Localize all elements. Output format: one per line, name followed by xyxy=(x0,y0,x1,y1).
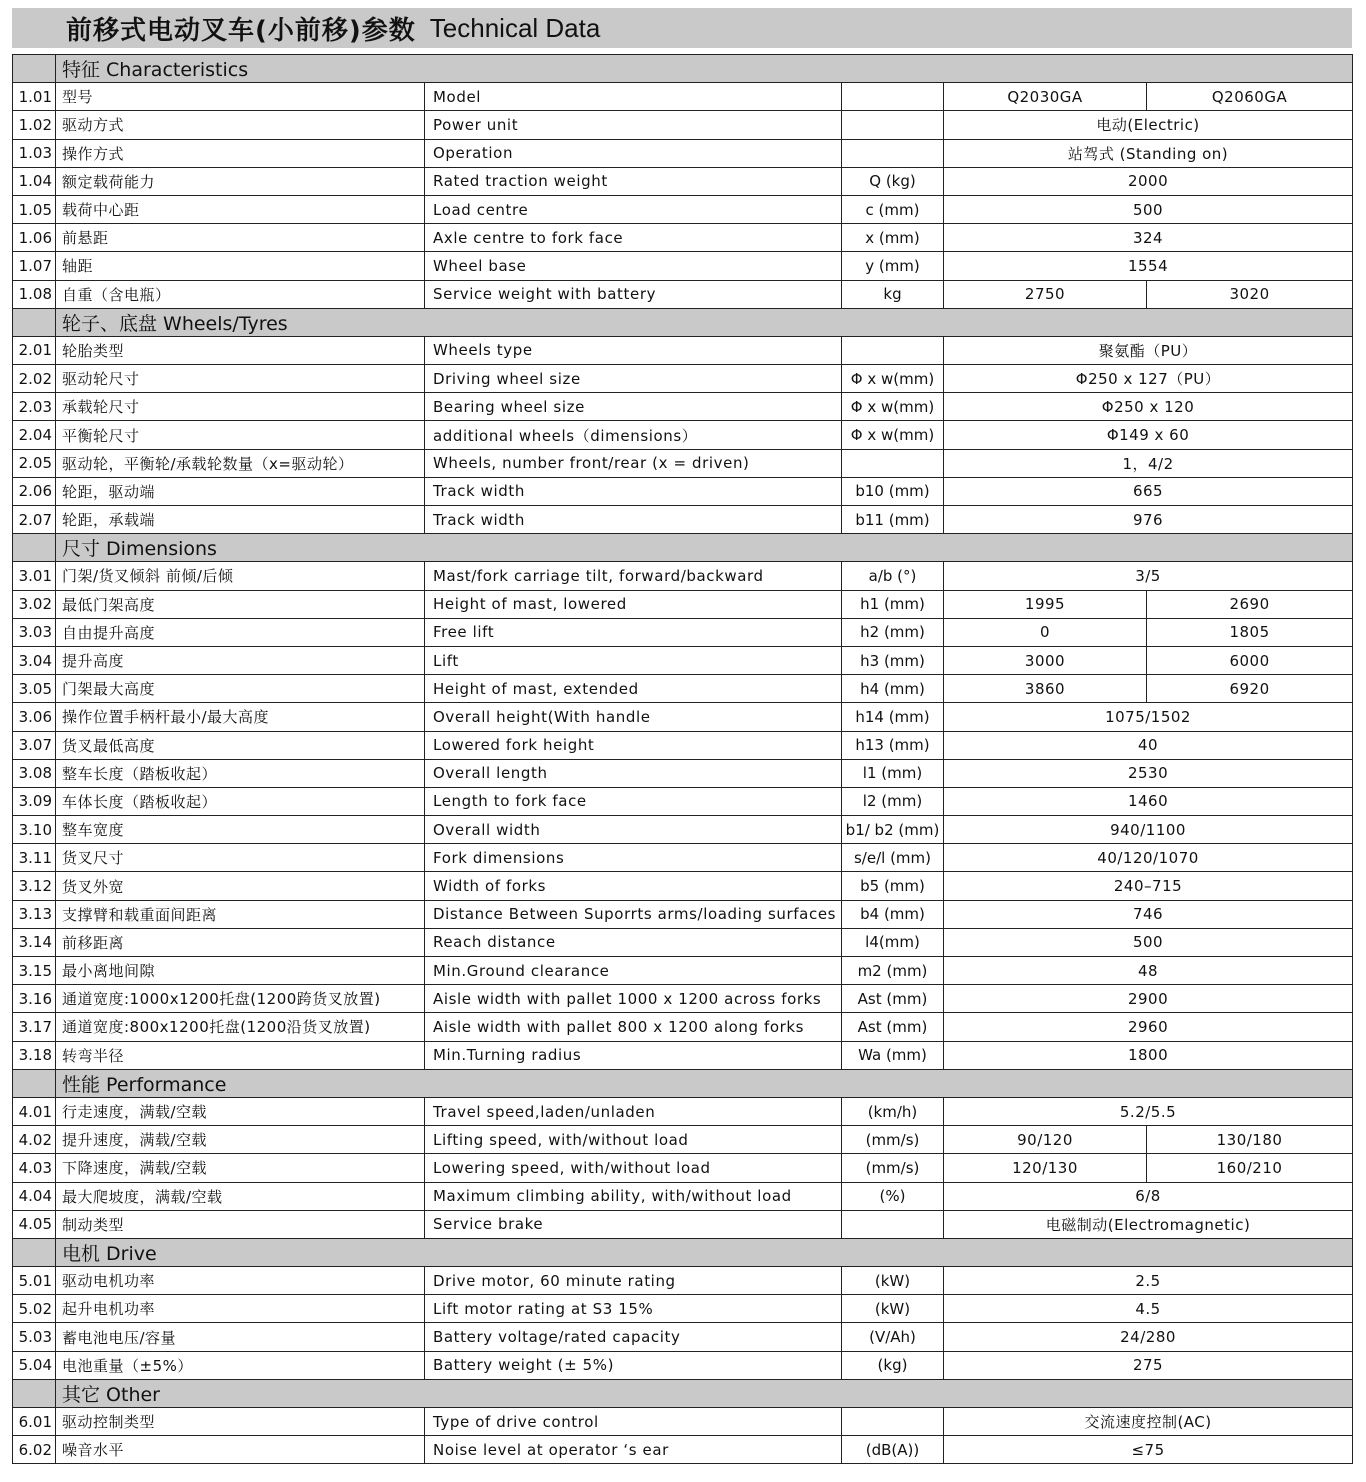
unit-cell xyxy=(842,336,944,364)
value-shared: 聚氨酯（PU） xyxy=(944,336,1353,364)
english-label: Travel speed,laden/unladen xyxy=(425,1097,842,1125)
spec-row xyxy=(13,1041,1353,1069)
chinese-label: 整车长度（踏板收起） xyxy=(56,759,425,787)
value-shared: Φ250 x 127（PU） xyxy=(944,365,1353,393)
value-model-1: 90/120 xyxy=(944,1126,1147,1154)
spec-row xyxy=(13,224,1353,252)
unit-cell: l4(mm) xyxy=(842,928,944,956)
row-number: 3.10 xyxy=(13,816,56,844)
english-label: Track width xyxy=(425,506,842,534)
title-bar xyxy=(12,8,1352,48)
value-model-1: 3860 xyxy=(944,675,1147,703)
row-number: 2.05 xyxy=(13,449,56,477)
row-number: 1.05 xyxy=(13,195,56,223)
value-shared: 2900 xyxy=(944,985,1353,1013)
chinese-label: 支撑臂和载重面间距离 xyxy=(56,900,425,928)
value-shared: 746 xyxy=(944,900,1353,928)
english-label: Overall height(With handle xyxy=(425,703,842,731)
english-label: Rated traction weight xyxy=(425,167,842,195)
english-label: Type of drive control xyxy=(425,1408,842,1436)
section-header-row xyxy=(13,1238,1353,1266)
spec-row xyxy=(13,759,1353,787)
english-label: Bearing wheel size xyxy=(425,393,842,421)
chinese-label: 通道宽度:800x1200托盘(1200沿货叉放置) xyxy=(56,1013,425,1041)
english-label: Wheels type xyxy=(425,336,842,364)
spec-row xyxy=(13,1097,1353,1125)
spec-row xyxy=(13,1323,1353,1351)
row-number: 1.08 xyxy=(13,280,56,308)
english-label: Operation xyxy=(425,139,842,167)
row-number: 3.11 xyxy=(13,844,56,872)
row-number: 2.01 xyxy=(13,336,56,364)
english-label: Free lift xyxy=(425,618,842,646)
unit-cell: m2 (mm) xyxy=(842,957,944,985)
unit-cell: h2 (mm) xyxy=(842,618,944,646)
spec-row xyxy=(13,477,1353,505)
row-number: 6.02 xyxy=(13,1436,56,1464)
section-spacer-cell xyxy=(13,1238,56,1266)
row-number: 1.02 xyxy=(13,111,56,139)
chinese-label: 驱动轮，平衡轮/承载轮数量（x=驱动轮） xyxy=(56,449,425,477)
value-shared: 24/280 xyxy=(944,1323,1353,1351)
unit-cell: b4 (mm) xyxy=(842,900,944,928)
row-number: 4.01 xyxy=(13,1097,56,1125)
english-label: Noise level at operator ‘s ear xyxy=(425,1436,842,1464)
row-number: 5.01 xyxy=(13,1267,56,1295)
spec-row xyxy=(13,562,1353,590)
unit-cell: l2 (mm) xyxy=(842,787,944,815)
english-label: Service brake xyxy=(425,1210,842,1238)
chinese-label: 驱动控制类型 xyxy=(56,1408,425,1436)
chinese-label: 驱动轮尺寸 xyxy=(56,365,425,393)
english-label: Mast/fork carriage tilt, forward/backward xyxy=(425,562,842,590)
value-model-2: 6920 xyxy=(1147,675,1353,703)
chinese-label: 提升高度 xyxy=(56,646,425,674)
unit-cell: Q (kg) xyxy=(842,167,944,195)
unit-cell xyxy=(842,83,944,111)
spec-row xyxy=(13,167,1353,195)
value-model-2: 3020 xyxy=(1147,280,1353,308)
value-shared: 3/5 xyxy=(944,562,1353,590)
chinese-label: 型号 xyxy=(56,83,425,111)
section-spacer-cell xyxy=(13,534,56,562)
english-label: Battery weight (± 5%) xyxy=(425,1351,842,1379)
row-number: 2.04 xyxy=(13,421,56,449)
chinese-label: 车体长度（踏板收起） xyxy=(56,787,425,815)
spec-row xyxy=(13,449,1353,477)
row-number: 1.04 xyxy=(13,167,56,195)
spec-row xyxy=(13,393,1353,421)
row-number: 3.16 xyxy=(13,985,56,1013)
row-number: 2.02 xyxy=(13,365,56,393)
english-label: additional wheels（dimensions） xyxy=(425,421,842,449)
spec-row xyxy=(13,1154,1353,1182)
unit-cell: b11 (mm) xyxy=(842,506,944,534)
unit-cell: (kW) xyxy=(842,1267,944,1295)
unit-cell: b5 (mm) xyxy=(842,872,944,900)
spec-row xyxy=(13,252,1353,280)
unit-cell: y (mm) xyxy=(842,252,944,280)
value-shared: 交流速度控制(AC) xyxy=(944,1408,1353,1436)
spec-row xyxy=(13,421,1353,449)
value-shared: 500 xyxy=(944,928,1353,956)
english-label: Overall length xyxy=(425,759,842,787)
value-shared: 665 xyxy=(944,477,1353,505)
row-number: 3.06 xyxy=(13,703,56,731)
english-label: Reach distance xyxy=(425,928,842,956)
section-title: 性能 Performance xyxy=(56,1069,1353,1097)
unit-cell: h13 (mm) xyxy=(842,731,944,759)
row-number: 1.01 xyxy=(13,83,56,111)
value-model-2: 6000 xyxy=(1147,646,1353,674)
unit-cell: Φ x w(mm) xyxy=(842,421,944,449)
spec-row xyxy=(13,111,1353,139)
chinese-label: 货叉最低高度 xyxy=(56,731,425,759)
chinese-label: 额定载荷能力 xyxy=(56,167,425,195)
value-shared: 48 xyxy=(944,957,1353,985)
english-label: Load centre xyxy=(425,195,842,223)
unit-cell: (km/h) xyxy=(842,1097,944,1125)
chinese-label: 最低门架高度 xyxy=(56,590,425,618)
section-spacer-cell xyxy=(13,308,56,336)
unit-cell: c (mm) xyxy=(842,195,944,223)
chinese-label: 前悬距 xyxy=(56,224,425,252)
section-spacer-cell xyxy=(13,1379,56,1407)
chinese-label: 操作方式 xyxy=(56,139,425,167)
unit-cell: s/e/l (mm) xyxy=(842,844,944,872)
value-shared: 1460 xyxy=(944,787,1353,815)
spec-row xyxy=(13,618,1353,646)
section-title: 尺寸 Dimensions xyxy=(56,534,1353,562)
value-shared: 1，4/2 xyxy=(944,449,1353,477)
chinese-label: 轮距，驱动端 xyxy=(56,477,425,505)
unit-cell xyxy=(842,449,944,477)
unit-cell xyxy=(842,1408,944,1436)
chinese-label: 电池重量（±5%） xyxy=(56,1351,425,1379)
row-number: 4.03 xyxy=(13,1154,56,1182)
spec-row xyxy=(13,195,1353,223)
chinese-label: 自由提升高度 xyxy=(56,618,425,646)
unit-cell: a/b (°) xyxy=(842,562,944,590)
unit-cell xyxy=(842,111,944,139)
section-title: 轮子、底盘 Wheels/Tyres xyxy=(56,308,1353,336)
chinese-label: 载荷中心距 xyxy=(56,195,425,223)
unit-cell: Ast (mm) xyxy=(842,1013,944,1041)
english-label: Battery voltage/rated capacity xyxy=(425,1323,842,1351)
spec-row xyxy=(13,1267,1353,1295)
spec-row xyxy=(13,1210,1353,1238)
unit-cell: (mm/s) xyxy=(842,1126,944,1154)
unit-cell: (kW) xyxy=(842,1295,944,1323)
spec-row xyxy=(13,590,1353,618)
unit-cell: (%) xyxy=(842,1182,944,1210)
value-shared: 2000 xyxy=(944,167,1353,195)
row-number: 3.02 xyxy=(13,590,56,618)
value-shared: 6/8 xyxy=(944,1182,1353,1210)
unit-cell: h14 (mm) xyxy=(842,703,944,731)
row-number: 2.03 xyxy=(13,393,56,421)
spec-row xyxy=(13,1351,1353,1379)
chinese-label: 通道宽度:1000x1200托盘(1200跨货叉放置) xyxy=(56,985,425,1013)
spec-row xyxy=(13,816,1353,844)
row-number: 3.01 xyxy=(13,562,56,590)
chinese-label: 门架/货叉倾斜 前倾/后倾 xyxy=(56,562,425,590)
spec-row xyxy=(13,787,1353,815)
english-label: Lifting speed, with/without load xyxy=(425,1126,842,1154)
english-label: Power unit xyxy=(425,111,842,139)
spec-row xyxy=(13,731,1353,759)
unit-cell: h4 (mm) xyxy=(842,675,944,703)
section-header-row xyxy=(13,308,1353,336)
value-model-1: 120/130 xyxy=(944,1154,1147,1182)
english-label: Length to fork face xyxy=(425,787,842,815)
value-shared: 4.5 xyxy=(944,1295,1353,1323)
spec-row xyxy=(13,928,1353,956)
spec-row xyxy=(13,675,1353,703)
title-chinese: 前移式电动叉车(小前移)参数 xyxy=(66,15,416,46)
english-label: Distance Between Suporrts arms/loading surfaces xyxy=(425,900,842,928)
spec-row xyxy=(13,1408,1353,1436)
spec-row xyxy=(13,1295,1353,1323)
value-shared: 500 xyxy=(944,195,1353,223)
unit-cell: (dB(A)) xyxy=(842,1436,944,1464)
value-shared: 976 xyxy=(944,506,1353,534)
row-number: 3.14 xyxy=(13,928,56,956)
english-label: Height of mast, lowered xyxy=(425,590,842,618)
unit-cell: Ast (mm) xyxy=(842,985,944,1013)
value-shared: 站驾式 (Standing on) xyxy=(944,139,1353,167)
english-label: Overall width xyxy=(425,816,842,844)
english-label: Aisle width with pallet 800 x 1200 along forks xyxy=(425,1013,842,1041)
spec-row xyxy=(13,872,1353,900)
chinese-label: 操作位置手柄杆最小/最大高度 xyxy=(56,703,425,731)
chinese-label: 前移距离 xyxy=(56,928,425,956)
unit-cell: h3 (mm) xyxy=(842,646,944,674)
value-model-2: 160/210 xyxy=(1147,1154,1353,1182)
spec-row xyxy=(13,336,1353,364)
unit-cell: Φ x w(mm) xyxy=(842,393,944,421)
chinese-label: 平衡轮尺寸 xyxy=(56,421,425,449)
row-number: 4.02 xyxy=(13,1126,56,1154)
english-label: Service weight with battery xyxy=(425,280,842,308)
row-number: 1.06 xyxy=(13,224,56,252)
chinese-label: 驱动电机功率 xyxy=(56,1267,425,1295)
chinese-label: 整车宽度 xyxy=(56,816,425,844)
chinese-label: 最大爬坡度，满载/空载 xyxy=(56,1182,425,1210)
row-number: 4.05 xyxy=(13,1210,56,1238)
chinese-label: 制动类型 xyxy=(56,1210,425,1238)
value-shared: 电磁制动(Electromagnetic) xyxy=(944,1210,1353,1238)
row-number: 3.05 xyxy=(13,675,56,703)
chinese-label: 转弯半径 xyxy=(56,1041,425,1069)
value-model-2: 1805 xyxy=(1147,618,1353,646)
english-label: Min.Ground clearance xyxy=(425,957,842,985)
chinese-label: 货叉外宽 xyxy=(56,872,425,900)
row-number: 5.02 xyxy=(13,1295,56,1323)
unit-cell: h1 (mm) xyxy=(842,590,944,618)
chinese-label: 噪音水平 xyxy=(56,1436,425,1464)
spec-row xyxy=(13,139,1353,167)
unit-cell: b10 (mm) xyxy=(842,477,944,505)
english-label: Track width xyxy=(425,477,842,505)
value-shared: 40 xyxy=(944,731,1353,759)
english-label: Lowered fork height xyxy=(425,731,842,759)
english-label: Model xyxy=(425,83,842,111)
english-label: Fork dimensions xyxy=(425,844,842,872)
value-shared: 2530 xyxy=(944,759,1353,787)
chinese-label: 承载轮尺寸 xyxy=(56,393,425,421)
unit-cell: kg xyxy=(842,280,944,308)
chinese-label: 最小离地间隙 xyxy=(56,957,425,985)
unit-cell: (V/Ah) xyxy=(842,1323,944,1351)
row-number: 5.03 xyxy=(13,1323,56,1351)
row-number: 3.08 xyxy=(13,759,56,787)
chinese-label: 货叉尺寸 xyxy=(56,844,425,872)
english-label: Wheel base xyxy=(425,252,842,280)
chinese-label: 轮距，承载端 xyxy=(56,506,425,534)
section-title: 其它 Other xyxy=(56,1379,1353,1407)
chinese-label: 门架最大高度 xyxy=(56,675,425,703)
row-number: 3.15 xyxy=(13,957,56,985)
row-number: 1.03 xyxy=(13,139,56,167)
value-shared: 2960 xyxy=(944,1013,1353,1041)
english-label: Aisle width with pallet 1000 x 1200 across forks xyxy=(425,985,842,1013)
value-model-2: Q2060GA xyxy=(1147,83,1353,111)
spec-row xyxy=(13,1126,1353,1154)
spec-table-body xyxy=(13,55,1353,1464)
chinese-label: 自重（含电瓶） xyxy=(56,280,425,308)
spec-row xyxy=(13,900,1353,928)
unit-cell xyxy=(842,139,944,167)
section-spacer-cell xyxy=(13,55,56,83)
value-model-1: 3000 xyxy=(944,646,1147,674)
spec-row xyxy=(13,365,1353,393)
english-label: Lift xyxy=(425,646,842,674)
row-number: 5.04 xyxy=(13,1351,56,1379)
spec-row xyxy=(13,985,1353,1013)
english-label: Height of mast, extended xyxy=(425,675,842,703)
english-label: Drive motor, 60 minute rating xyxy=(425,1267,842,1295)
section-header-row xyxy=(13,534,1353,562)
row-number: 3.09 xyxy=(13,787,56,815)
section-header-row xyxy=(13,1069,1353,1097)
english-label: Min.Turning radius xyxy=(425,1041,842,1069)
spec-row xyxy=(13,1182,1353,1210)
section-header-row xyxy=(13,55,1353,83)
title-english: Technical Data xyxy=(429,12,601,43)
english-label: Wheels, number front/rear (x = driven) xyxy=(425,449,842,477)
english-label: Lowering speed, with/without load xyxy=(425,1154,842,1182)
value-shared: 2.5 xyxy=(944,1267,1353,1295)
english-label: Driving wheel size xyxy=(425,365,842,393)
value-shared: 940/1100 xyxy=(944,816,1353,844)
row-number: 3.03 xyxy=(13,618,56,646)
row-number: 6.01 xyxy=(13,1408,56,1436)
unit-cell: b1/ b2 (mm) xyxy=(842,816,944,844)
section-title: 电机 Drive xyxy=(56,1238,1353,1266)
spec-row xyxy=(13,957,1353,985)
chinese-label: 轴距 xyxy=(56,252,425,280)
spec-table xyxy=(12,54,1353,1464)
row-number: 2.06 xyxy=(13,477,56,505)
value-shared: 5.2/5.5 xyxy=(944,1097,1353,1125)
value-shared: 电动(Electric) xyxy=(944,111,1353,139)
section-header-row xyxy=(13,1379,1353,1407)
unit-cell: Φ x w(mm) xyxy=(842,365,944,393)
value-model-2: 130/180 xyxy=(1147,1126,1353,1154)
section-title: 特征 Characteristics xyxy=(56,55,1353,83)
section-spacer-cell xyxy=(13,1069,56,1097)
row-number: 3.18 xyxy=(13,1041,56,1069)
row-number: 3.12 xyxy=(13,872,56,900)
chinese-label: 驱动方式 xyxy=(56,111,425,139)
value-model-1: 1995 xyxy=(944,590,1147,618)
value-shared: 1554 xyxy=(944,252,1353,280)
chinese-label: 提升速度，满载/空载 xyxy=(56,1126,425,1154)
value-model-2: 2690 xyxy=(1147,590,1353,618)
value-shared: ≤75 xyxy=(944,1436,1353,1464)
spec-row xyxy=(13,83,1353,111)
value-shared: Φ250 x 120 xyxy=(944,393,1353,421)
value-shared: 1800 xyxy=(944,1041,1353,1069)
chinese-label: 轮胎类型 xyxy=(56,336,425,364)
unit-cell: l1 (mm) xyxy=(842,759,944,787)
row-number: 4.04 xyxy=(13,1182,56,1210)
spec-row xyxy=(13,506,1353,534)
chinese-label: 蓄电池电压/容量 xyxy=(56,1323,425,1351)
chinese-label: 下降速度，满载/空载 xyxy=(56,1154,425,1182)
value-model-1: 0 xyxy=(944,618,1147,646)
row-number: 1.07 xyxy=(13,252,56,280)
value-shared: 240–715 xyxy=(944,872,1353,900)
english-label: Axle centre to fork face xyxy=(425,224,842,252)
spec-row xyxy=(13,844,1353,872)
chinese-label: 起升电机功率 xyxy=(56,1295,425,1323)
row-number: 3.13 xyxy=(13,900,56,928)
spec-row xyxy=(13,1013,1353,1041)
english-label: Width of forks xyxy=(425,872,842,900)
spec-row xyxy=(13,280,1353,308)
value-shared: 1075/1502 xyxy=(944,703,1353,731)
value-shared: 275 xyxy=(944,1351,1353,1379)
unit-cell: x (mm) xyxy=(842,224,944,252)
chinese-label: 行走速度，满载/空载 xyxy=(56,1097,425,1125)
value-model-1: Q2030GA xyxy=(944,83,1147,111)
row-number: 3.17 xyxy=(13,1013,56,1041)
value-shared: 40/120/1070 xyxy=(944,844,1353,872)
row-number: 3.04 xyxy=(13,646,56,674)
spec-row xyxy=(13,646,1353,674)
spec-row xyxy=(13,703,1353,731)
unit-cell: Wa (mm) xyxy=(842,1041,944,1069)
english-label: Lift motor rating at S3 15% xyxy=(425,1295,842,1323)
value-model-1: 2750 xyxy=(944,280,1147,308)
unit-cell xyxy=(842,1210,944,1238)
row-number: 3.07 xyxy=(13,731,56,759)
value-shared: 324 xyxy=(944,224,1353,252)
value-shared: Φ149 x 60 xyxy=(944,421,1353,449)
english-label: Maximum climbing ability, with/without load xyxy=(425,1182,842,1210)
spec-row xyxy=(13,1436,1353,1464)
unit-cell: (mm/s) xyxy=(842,1154,944,1182)
unit-cell: (kg) xyxy=(842,1351,944,1379)
row-number: 2.07 xyxy=(13,506,56,534)
